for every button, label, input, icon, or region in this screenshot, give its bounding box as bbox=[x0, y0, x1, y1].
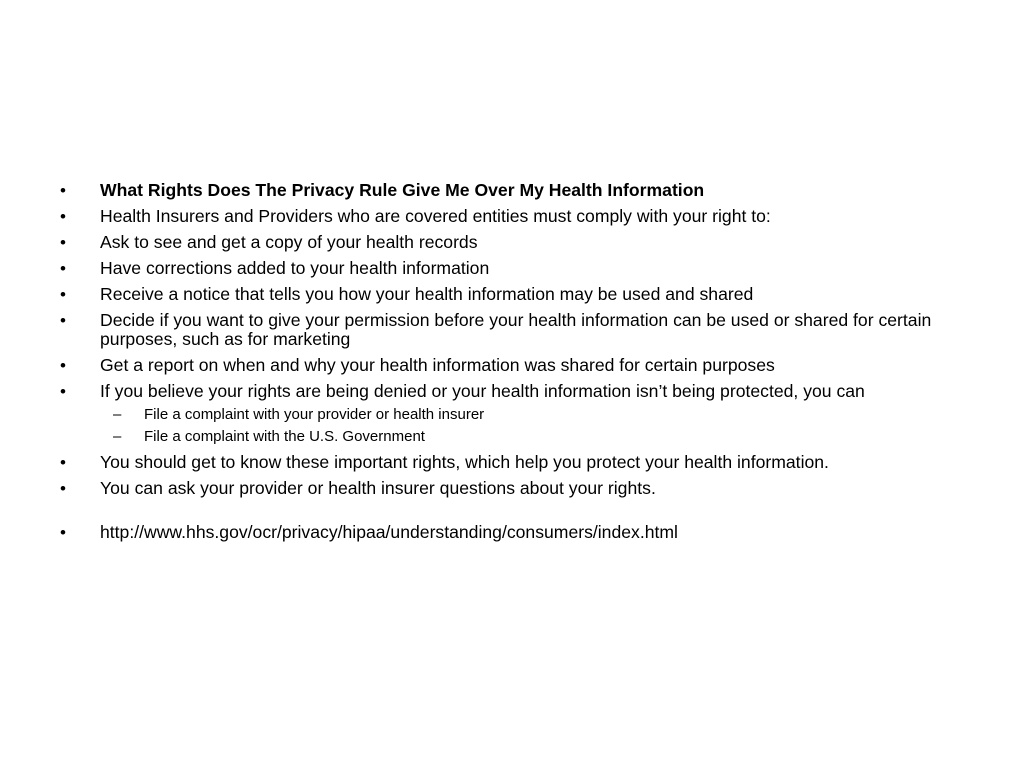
bullet-item bbox=[60, 453, 980, 472]
bullet-marker: • bbox=[60, 285, 66, 304]
bullet-text: What Rights Does The Privacy Rule Give Me Over My Health Information bbox=[100, 180, 705, 200]
bullet-marker: • bbox=[60, 259, 66, 278]
bullet-item bbox=[60, 479, 980, 498]
bullet-text: You should get to know these important rights, which help you protect your health information. bbox=[100, 452, 829, 472]
bullet-item bbox=[60, 382, 980, 401]
bullet-marker: • bbox=[60, 207, 66, 226]
blank-line bbox=[60, 505, 980, 523]
bullet-text: Ask to see and get a copy of your health records bbox=[100, 232, 478, 252]
sub-bullet-item bbox=[113, 428, 980, 445]
bullet-item bbox=[60, 311, 980, 349]
bullet-item bbox=[60, 356, 980, 375]
bullet-marker: • bbox=[60, 382, 66, 401]
sub-bullet-marker: – bbox=[113, 428, 122, 445]
bullet-marker: • bbox=[60, 479, 66, 498]
bullet-text: You can ask your provider or health insurer questions about your rights. bbox=[100, 478, 656, 498]
bullet-marker: • bbox=[60, 523, 66, 542]
bullet-heading bbox=[60, 181, 980, 200]
bullet-text: Receive a notice that tells you how your health information may be used and shared bbox=[100, 284, 754, 304]
sub-bullet-marker: – bbox=[113, 406, 122, 423]
sub-bullet-item bbox=[113, 406, 980, 423]
bullet-link-item bbox=[60, 523, 980, 542]
bullet-text: Have corrections added to your health information bbox=[100, 258, 490, 278]
bullet-marker: • bbox=[60, 356, 66, 375]
bullet-list bbox=[60, 181, 980, 549]
bullet-marker: • bbox=[60, 233, 66, 252]
source-url-text: http://www.hhs.gov/ocr/privacy/hipaa/understanding/consumers/index.html bbox=[100, 522, 678, 542]
bullet-item bbox=[60, 285, 980, 304]
sub-bullet-text: File a complaint with the U.S. Government bbox=[144, 428, 425, 445]
bullet-text: Decide if you want to give your permission before your health information can be used or shared for certain purposes, such as for marketing bbox=[100, 310, 932, 349]
bullet-text: Health Insurers and Providers who are covered entities must comply with your right to: bbox=[100, 206, 771, 226]
bullet-marker: • bbox=[60, 311, 66, 330]
bullet-marker: • bbox=[60, 453, 66, 472]
sub-bullet-text: File a complaint with your provider or health insurer bbox=[144, 406, 485, 423]
bullet-text: If you believe your rights are being denied or your health information isn’t being protected, you can bbox=[100, 381, 865, 401]
bullet-text: Get a report on when and why your health information was shared for certain purposes bbox=[100, 355, 775, 375]
bullet-item bbox=[60, 259, 980, 278]
bullet-item bbox=[60, 207, 980, 226]
bullet-marker: • bbox=[60, 181, 66, 200]
bullet-item bbox=[60, 233, 980, 252]
